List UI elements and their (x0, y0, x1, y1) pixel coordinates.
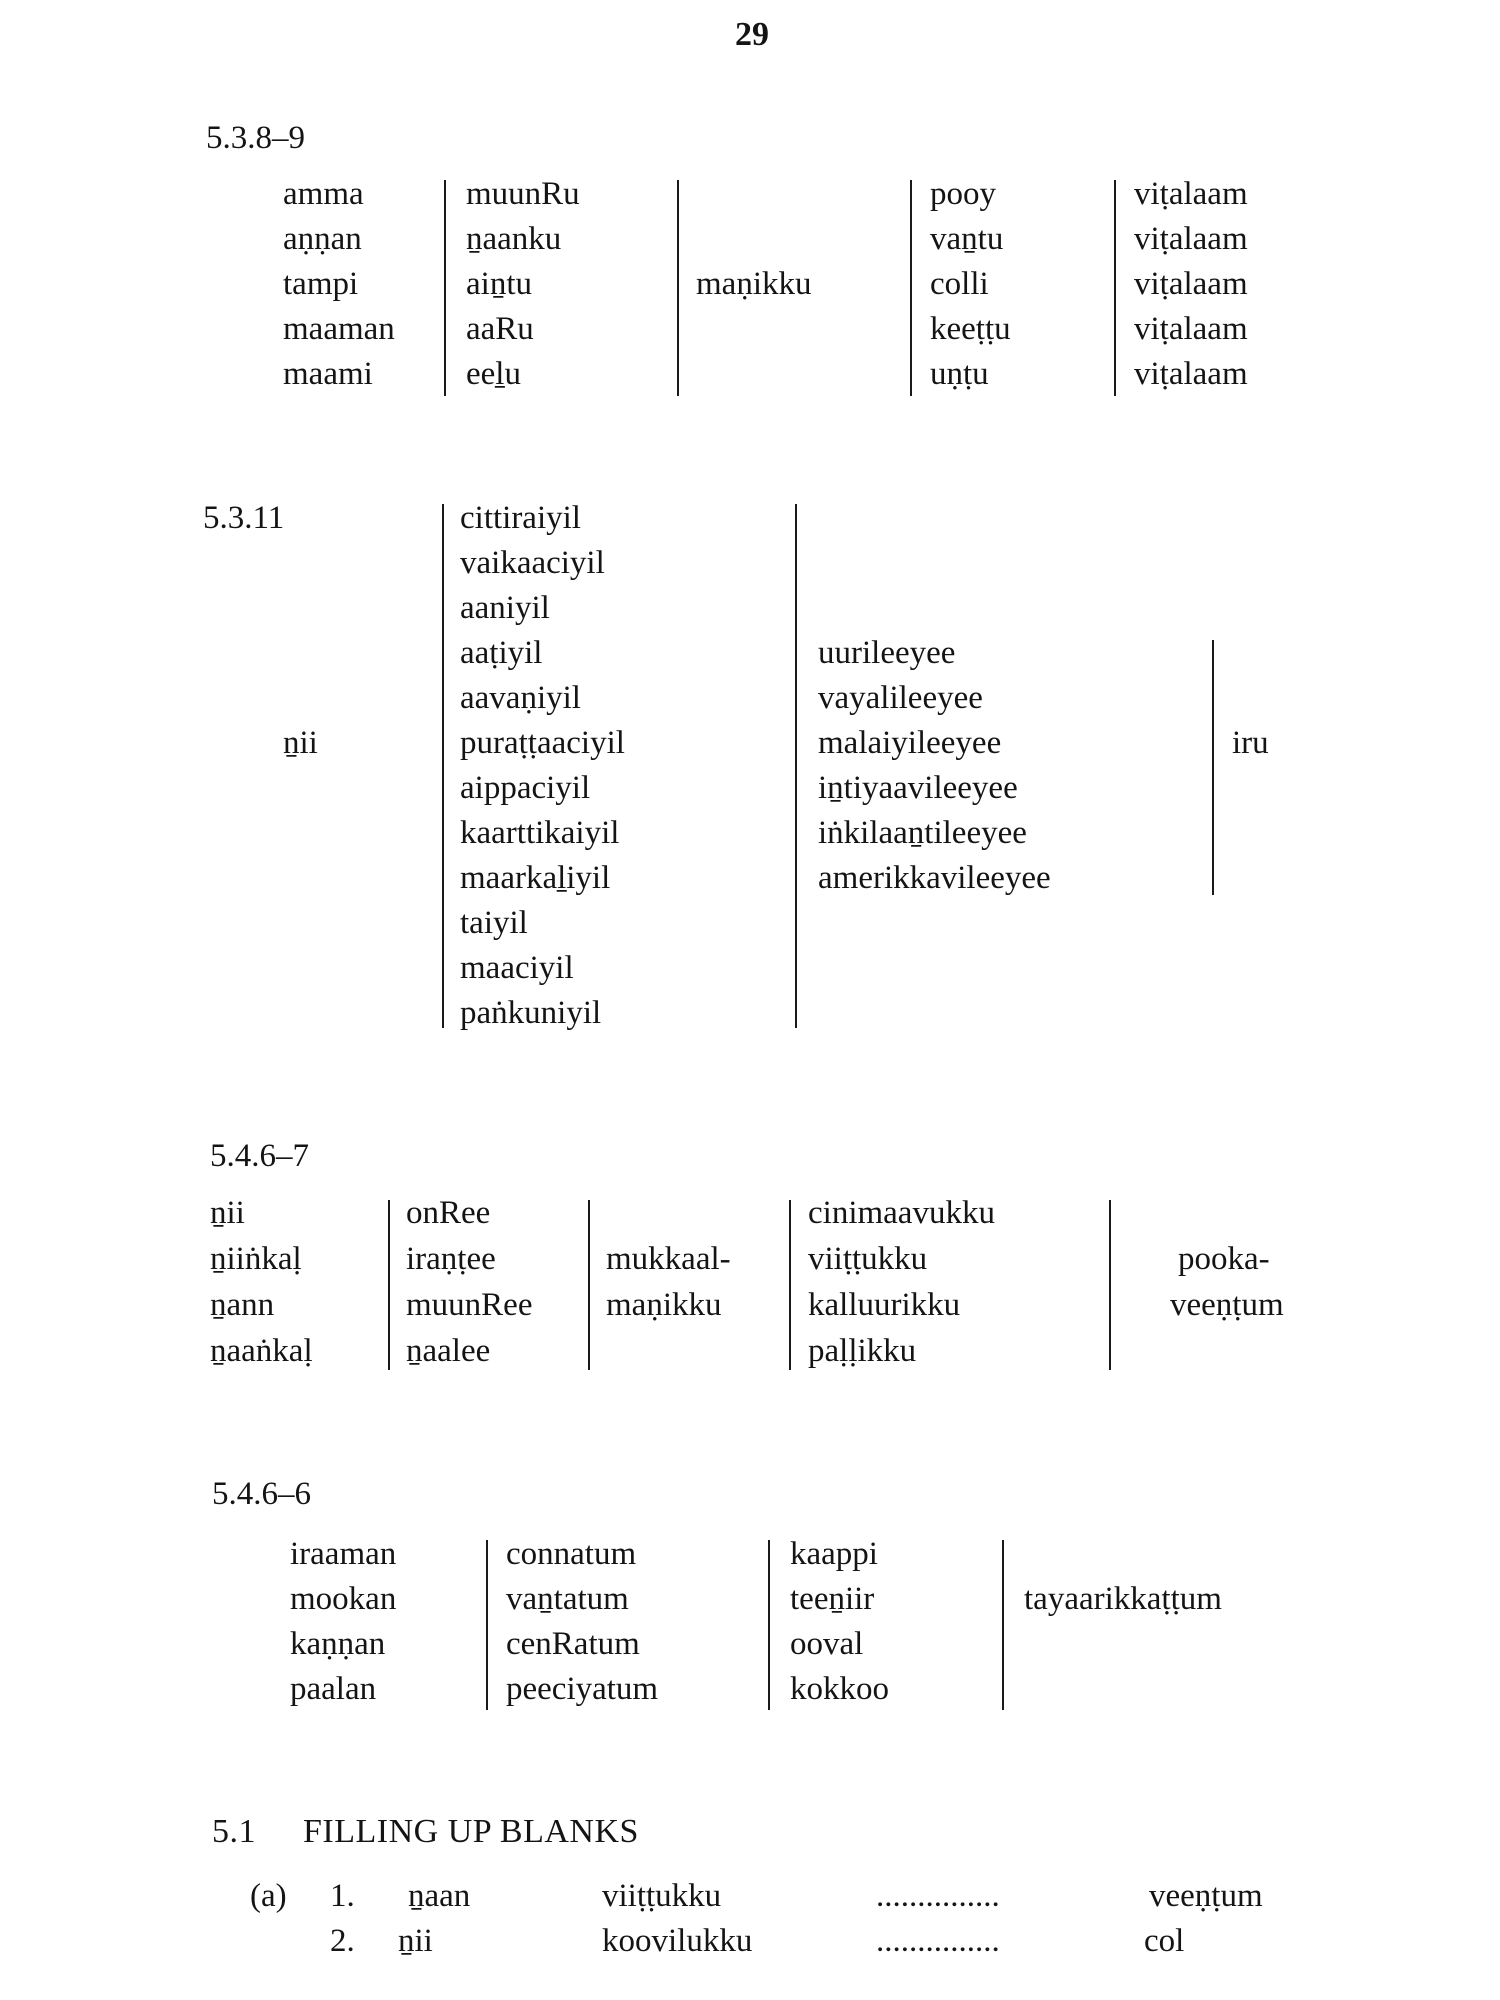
list-item: aaṭiyil (460, 635, 543, 671)
item-word: ṉii (398, 1923, 433, 1959)
column-divider (1109, 1200, 1111, 1370)
column-divider (795, 504, 797, 1028)
list-item: paṅkuniyil (460, 995, 602, 1031)
table-cell: tayaarikkaṭṭum (1024, 1581, 1222, 1617)
table-cell: cinimaavukku (808, 1195, 995, 1231)
item-word: col (1144, 1923, 1185, 1959)
column-divider (789, 1200, 791, 1370)
list-item: vayalileeyee (818, 680, 983, 716)
table-cell: muunRee (406, 1287, 533, 1323)
column-divider (910, 180, 912, 396)
subject-cell: ṉii (283, 725, 318, 761)
drill-heading: 5.4.6–7 (210, 1138, 309, 1174)
column-divider (1212, 640, 1214, 895)
item-number: 2. (330, 1923, 355, 1959)
table-cell: vaṉtu (930, 221, 1004, 257)
table-cell: viṭalaam (1134, 176, 1248, 212)
table-cell: iraṇṭee (406, 1241, 496, 1277)
table-cell: cenRatum (506, 1626, 640, 1662)
column-divider (388, 1200, 390, 1370)
list-item: aavaṇiyil (460, 680, 581, 716)
list-item: vaikaaciyil (460, 545, 605, 581)
group-label: (a) (250, 1878, 287, 1914)
list-item: puraṭṭaaciyil (460, 725, 625, 761)
table-cell: paalan (290, 1671, 377, 1707)
table-cell: maaman (283, 311, 395, 347)
table-cell: ṉaanku (466, 221, 562, 257)
table-cell: kaṇṇan (290, 1626, 386, 1662)
table-cell: onRee (406, 1195, 491, 1231)
table-cell: ṉaalee (406, 1333, 491, 1369)
table-cell: eeḻu (466, 356, 521, 392)
column-divider (677, 180, 679, 396)
verb-cell: iru (1232, 725, 1269, 761)
list-item: amerikkavileeyee (818, 860, 1051, 896)
table-cell: colli (930, 266, 989, 302)
drill-heading: 5.3.11 (203, 500, 285, 536)
table-cell: kalluurikku (808, 1287, 961, 1323)
column-divider (1002, 1540, 1004, 1710)
table-cell: viṭalaam (1134, 266, 1248, 302)
list-item: iṉtiyaavileeyee (818, 770, 1018, 806)
table-cell: viiṭṭukku (808, 1241, 928, 1277)
list-item: cittiraiyil (460, 500, 581, 536)
table-cell: viṭalaam (1134, 356, 1248, 392)
table-cell: keeṭṭu (930, 311, 1011, 347)
blank-field[interactable]: ............... (876, 1878, 1000, 1914)
list-item: maaciyil (460, 950, 574, 986)
table-cell: pooy (930, 176, 996, 212)
column-divider (588, 1200, 590, 1370)
table-cell: mukkaal- (606, 1241, 731, 1277)
table-cell: uṇṭu (930, 356, 989, 392)
page-number: 29 (735, 16, 769, 53)
table-cell: aaRu (466, 311, 534, 347)
list-item: taiyil (460, 905, 528, 941)
list-item: uurileeyee (818, 635, 956, 671)
blank-field[interactable]: ............... (876, 1923, 1000, 1959)
drill-heading: 5.4.6–6 (212, 1476, 311, 1512)
table-cell: vaṉtatum (506, 1581, 629, 1617)
table-cell: maṇikku (696, 266, 812, 302)
item-word: ṉaan (408, 1878, 471, 1914)
table-cell: paḷḷikku (808, 1333, 917, 1369)
table-cell: teeṉiir (790, 1581, 875, 1617)
table-cell: mookan (290, 1581, 397, 1617)
table-cell: peeciyatum (506, 1671, 659, 1707)
list-item: aaniyil (460, 590, 550, 626)
section-number: 5.1 (212, 1813, 256, 1850)
table-cell: veeṇṭum (1170, 1287, 1284, 1323)
table-cell: kokkoo (790, 1671, 889, 1707)
list-item: iṅkilaaṉtileeyee (818, 815, 1027, 851)
table-cell: ṉiiṅkaḷ (210, 1241, 302, 1277)
table-cell: viṭalaam (1134, 221, 1248, 257)
list-item: kaarttikaiyil (460, 815, 620, 851)
table-cell: amma (283, 176, 364, 212)
table-cell: viṭalaam (1134, 311, 1248, 347)
table-cell: kaappi (790, 1536, 878, 1572)
table-cell: muunRu (466, 176, 580, 212)
table-cell: aiṉtu (466, 266, 532, 302)
item-number: 1. (330, 1878, 355, 1914)
list-item: maarkaḻiyil (460, 860, 611, 896)
item-word: veeṇṭum (1149, 1878, 1263, 1914)
column-divider (486, 1540, 488, 1710)
table-cell: maami (283, 356, 373, 392)
item-word: viiṭṭukku (602, 1878, 722, 1914)
list-item: malaiyileeyee (818, 725, 1002, 761)
column-divider (768, 1540, 770, 1710)
item-word: koovilukku (602, 1923, 753, 1959)
list-item: aippaciyil (460, 770, 591, 806)
table-cell: tampi (283, 266, 359, 302)
section-title: FILLING UP BLANKS (303, 1813, 639, 1850)
table-cell: aṇṇan (283, 221, 362, 257)
column-divider (1114, 180, 1116, 396)
column-divider (444, 180, 446, 396)
table-cell: connatum (506, 1536, 637, 1572)
drill-heading: 5.3.8–9 (206, 120, 305, 156)
table-cell: ṉaaṅkaḷ (210, 1333, 313, 1369)
table-cell: maṇikku (606, 1287, 722, 1323)
table-cell: pooka- (1178, 1241, 1270, 1277)
table-cell: ṉii (210, 1195, 245, 1231)
table-cell: ooval (790, 1626, 864, 1662)
table-cell: iraaman (290, 1536, 397, 1572)
column-divider (442, 504, 444, 1028)
table-cell: ṉann (210, 1287, 275, 1323)
